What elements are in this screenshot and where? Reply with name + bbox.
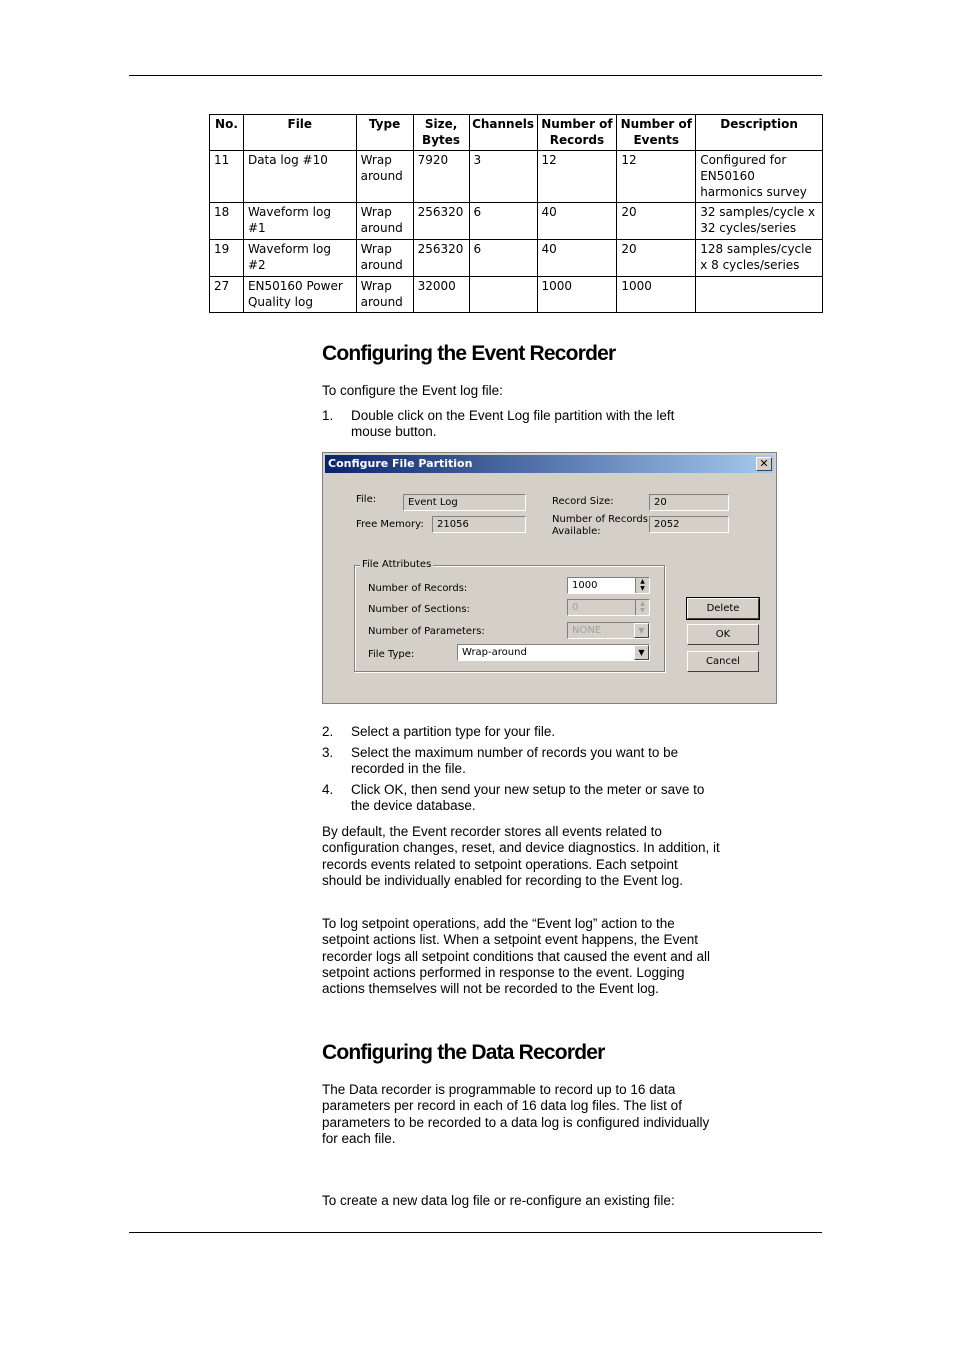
cell-description bbox=[696, 277, 823, 313]
cell-records: 12 bbox=[537, 151, 617, 203]
cell-file: Data log #10 bbox=[243, 151, 356, 203]
record-size-label: Record Size: bbox=[552, 496, 614, 507]
cancel-button[interactable]: Cancel bbox=[687, 651, 759, 672]
cell-records: 40 bbox=[537, 203, 617, 240]
cell-records: 40 bbox=[537, 240, 617, 277]
step-number: 4. bbox=[322, 782, 334, 797]
dialog-title: Configure File Partition bbox=[328, 457, 473, 470]
num-sections-label: Number of Sections: bbox=[368, 604, 470, 615]
cell-size: 256320 bbox=[413, 240, 469, 277]
step-text: Double click on the Event Log file partition with the left mouse button. bbox=[351, 408, 675, 440]
file-table bbox=[209, 114, 823, 313]
file-label: File: bbox=[356, 494, 377, 505]
records-available-field: 2052 bbox=[649, 516, 729, 533]
cell-description: Configured for EN50160 harmonics survey bbox=[696, 151, 823, 203]
table-row bbox=[210, 151, 823, 203]
col-header-type: Type bbox=[356, 115, 413, 151]
num-records-value: 1000 bbox=[572, 580, 598, 591]
cell-description: 128 samples/cycle x 8 cycles/series bbox=[696, 240, 823, 277]
num-sections-value: 0 bbox=[572, 602, 579, 613]
delete-button[interactable]: Delete bbox=[687, 598, 759, 619]
footer-rule bbox=[129, 1232, 822, 1233]
chevron-down-icon[interactable]: ▼ bbox=[634, 645, 649, 660]
cell-records: 1000 bbox=[537, 277, 617, 313]
cell-size: 32000 bbox=[413, 277, 469, 313]
step-4 bbox=[322, 782, 722, 815]
cell-channels bbox=[469, 277, 537, 313]
cell-file: EN50160 Power Quality log bbox=[243, 277, 356, 313]
num-params-select[interactable] bbox=[567, 622, 650, 639]
cell-no: 11 bbox=[210, 151, 244, 203]
step-number: 2. bbox=[322, 724, 334, 739]
cell-type: Wrap around bbox=[356, 277, 413, 313]
table-row bbox=[210, 203, 823, 240]
dialog-titlebar bbox=[325, 455, 774, 473]
cell-events: 1000 bbox=[617, 277, 696, 313]
cell-type: Wrap around bbox=[356, 240, 413, 277]
cell-channels: 3 bbox=[469, 151, 537, 203]
num-records-label: Number of Records: bbox=[368, 583, 468, 594]
cell-file: Waveform log #2 bbox=[243, 240, 356, 277]
step-number: 1. bbox=[322, 408, 334, 423]
free-memory-field: 21056 bbox=[432, 516, 526, 533]
intro-text: To configure the Event log file: bbox=[322, 383, 503, 398]
step-number: 3. bbox=[322, 745, 334, 760]
file-attributes-legend: File Attributes bbox=[362, 559, 432, 570]
col-header-description: Description bbox=[696, 115, 823, 151]
record-size-field: 20 bbox=[649, 494, 729, 511]
table-row bbox=[210, 277, 823, 313]
step-1 bbox=[322, 408, 722, 441]
col-header-size: Size, Bytes bbox=[413, 115, 469, 151]
table-row bbox=[210, 240, 823, 277]
file-field: Event Log bbox=[403, 494, 526, 511]
chevron-down-icon[interactable]: ▼ bbox=[634, 623, 649, 638]
step-text: Select the maximum number of records you want to be recorded in the file. bbox=[351, 745, 679, 777]
col-header-records: Number of Records bbox=[537, 115, 617, 151]
cell-channels: 6 bbox=[469, 203, 537, 240]
file-type-select[interactable] bbox=[457, 644, 650, 661]
file-type-value: Wrap-around bbox=[462, 647, 527, 658]
cell-no: 27 bbox=[210, 277, 244, 313]
cell-type: Wrap around bbox=[356, 151, 413, 203]
cell-size: 256320 bbox=[413, 203, 469, 240]
num-params-value: NONE bbox=[572, 625, 602, 636]
num-params-label: Number of Parameters: bbox=[368, 626, 485, 637]
cell-type: Wrap around bbox=[356, 203, 413, 240]
free-memory-label: Free Memory: bbox=[356, 519, 424, 530]
event-recorder-paragraph-1: By default, the Event recorder stores all events related to configuration changes, reset, and device diagnostics. In addition, it records events related to setpoint operations. Each setpoint should be individually enabled for recording to the Event log. bbox=[322, 824, 720, 888]
file-type-label: File Type: bbox=[368, 649, 415, 660]
data-recorder-paragraph-1: The Data recorder is programmable to record up to 16 data parameters per record in each of 16 data log files. The list of parameters to be recorded to a data log is configured individually for each file. bbox=[322, 1082, 710, 1146]
section-heading-event-recorder: Configuring the Event Recorder bbox=[322, 342, 616, 365]
cell-description: 32 samples/cycle x 32 cycles/series bbox=[696, 203, 823, 240]
cell-events: 20 bbox=[617, 203, 696, 240]
step-2 bbox=[322, 724, 722, 740]
records-available-label: Number of Records bbox=[552, 514, 648, 525]
records-available-label-2: Available: bbox=[552, 526, 601, 537]
spin-arrows-icon[interactable]: ▲ ▼ bbox=[635, 600, 649, 615]
step-text: Select a partition type for your file. bbox=[351, 724, 556, 739]
ok-button[interactable]: OK bbox=[687, 624, 759, 645]
col-header-channels: Channels bbox=[469, 115, 537, 151]
step-text: Click OK, then send your new setup to the meter or save to the device database. bbox=[351, 782, 705, 814]
cell-size: 7920 bbox=[413, 151, 469, 203]
num-records-stepper[interactable] bbox=[567, 577, 650, 594]
col-header-events: Number of Events bbox=[617, 115, 696, 151]
section-heading-data-recorder: Configuring the Data Recorder bbox=[322, 1041, 605, 1064]
cell-file: Waveform log #1 bbox=[243, 203, 356, 240]
close-icon[interactable]: ✕ bbox=[756, 457, 772, 471]
configure-file-partition-dialog bbox=[322, 452, 777, 704]
table-header-row bbox=[210, 115, 823, 151]
header-rule bbox=[129, 75, 822, 76]
cell-no: 19 bbox=[210, 240, 244, 277]
cell-no: 18 bbox=[210, 203, 244, 240]
num-sections-stepper[interactable] bbox=[567, 599, 650, 616]
event-recorder-paragraph-2: To log setpoint operations, add the “Event log” action to the setpoint actions list. When a setpoint event happens, the Event recorder logs all setpoint conditions that caused the event and all setpoint actions performed in response to the event. Logging actions themselves will not be recorded to the Event log. bbox=[322, 916, 710, 997]
cell-events: 20 bbox=[617, 240, 696, 277]
col-header-file: File bbox=[243, 115, 356, 151]
cell-channels: 6 bbox=[469, 240, 537, 277]
data-recorder-paragraph-2: To create a new data log file or re-configure an existing file: bbox=[322, 1193, 675, 1208]
cell-events: 12 bbox=[617, 151, 696, 203]
spin-arrows-icon[interactable]: ▲ ▼ bbox=[635, 578, 649, 593]
step-3 bbox=[322, 745, 722, 778]
col-header-no: No. bbox=[210, 115, 244, 151]
